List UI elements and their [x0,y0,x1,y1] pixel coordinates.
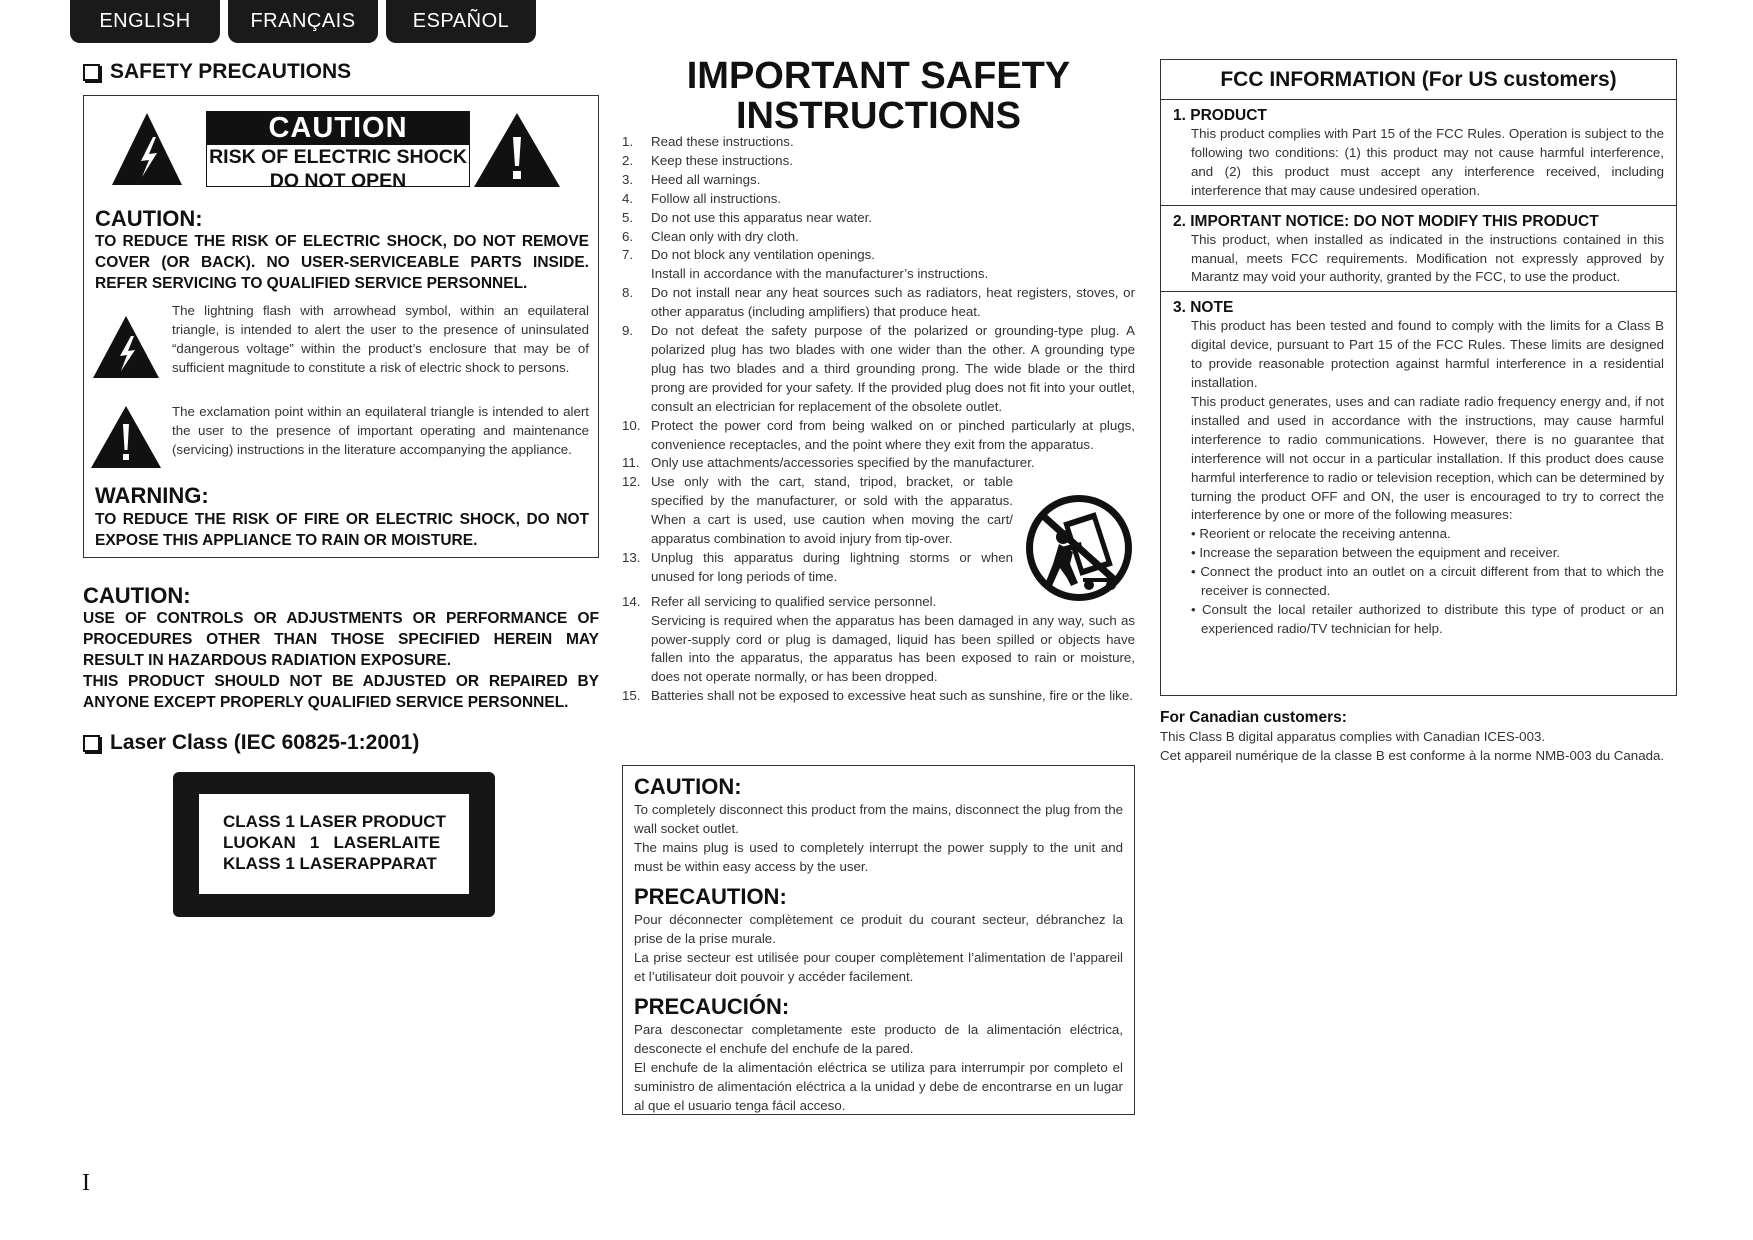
fcc-notice-text: This product, when installed as indicated in the instructions contained in this manual, meets FCC requirements. Modification not expressly approved by Marantz may void your authority, granted by the FCC, to use the product. [1191,231,1664,285]
list-number: 4. [622,190,634,206]
list-item [622,133,1135,152]
instructions-list [622,133,1135,706]
list-item [622,593,1135,688]
precaution-p2: La prise secteur est utilisée pour couper complètement l’alimentation de l’appareil et l’utilisateur doit pouvoir y accéder facilement. [634,950,1123,984]
exclamation-description: The exclamation point within an equilateral triangle is intended to alert the user to the presence of important operating and maintenance (servicing) instructions in the literature accompanying the appliance. [172,404,589,457]
list-number: 1. [622,134,634,149]
list-text: Do not use this apparatus near water. [651,209,873,225]
list-number: 10. [622,417,641,433]
list-item [622,171,1135,190]
list-item [622,284,1135,322]
page-number: I [82,1170,90,1196]
list-item [622,454,1135,473]
caution-label-title: CAUTION [207,112,469,145]
tab-espanol[interactable]: ESPAÑOL [386,0,536,43]
fcc-notice-title: 2. IMPORTANT NOTICE: DO NOT MODIFY THIS PRODUCT [1173,212,1599,230]
precaucion-title: PRECAUCIÓN: [634,994,790,1019]
list-text: Protect the power cord from being walked on or pinched particularly at plugs, convenience receptacles, and the point where they exit from the apparatus. [651,417,1135,452]
list-item [622,190,1135,209]
laser-label-inner [199,794,469,894]
mains-caution-p2: The mains plug is used to completely interrupt the power supply to the unit and must be within easy access by the user. [634,840,1123,874]
list-text: Clean only with dry cloth. [651,228,799,244]
language-tabs [70,0,536,43]
list-text: Keep these instructions. [651,152,793,168]
safety-precautions-box [83,95,599,558]
lightning-triangle-icon [91,314,161,380]
list-text: Batteries shall not be exposed to excessive heat such as sunshine, fire or the like. [651,688,1133,704]
precaution-title: PRECAUTION: [634,884,787,909]
mains-caution-box [622,765,1135,1115]
list-number: 6. [622,228,634,244]
fcc-note-p2: This product generates, uses and can radiate radio frequency energy and, if not installed and used in accordance with the instructions, may cause harmful interference to radio communications. However, there is no guarantee that interference will not occur in a particular installation. If this product does cause harmful interference to radio or television reception, which can be determined by turning the product OFF and ON, the user is encouraged to try to correct the interference by one or more of the following measures: [1191,393,1664,523]
laser-class-heading [83,731,419,755]
canadian-section [1160,709,1677,765]
checkbox-icon [83,735,100,752]
list-text: Only use attachments/accessories specified by the manufacturer. [651,455,1035,471]
caution-title: CAUTION: [95,206,203,231]
fcc-title: FCC INFORMATION (For US customers) [1220,67,1617,91]
caution-label-line2: DO NOT OPEN [269,170,407,192]
list-item [622,246,1135,284]
fcc-bullet: • Increase the separation between the equipment and receiver. [1191,545,1561,561]
list-item [622,152,1135,171]
list-text: Refer all servicing to qualified service personnel. [651,593,937,609]
list-text: Read these instructions. [651,134,794,149]
list-text: Do not block any ventilation openings. [651,247,875,263]
list-number: 14. [622,593,641,609]
laser-class-title: Laser Class (IEC 60825-1:2001) [110,731,420,754]
list-text: Unplug this apparatus during lightning storms or when unused for long periods of time. [651,549,1013,584]
laser-line-2: LUOKAN 1 LASERLAITE [223,833,441,852]
mains-caution-title: CAUTION: [634,774,742,799]
caution-label [206,111,470,192]
laser-label [173,772,495,917]
safety-precautions-title: SAFETY PRECAUTIONS [110,60,352,83]
checkbox-icon [83,64,100,81]
list-text: Follow all instructions. [651,190,782,206]
warning-title: WARNING: [95,483,209,508]
list-item [622,417,1135,455]
page-title [622,56,1135,136]
list-number: 12. [622,474,641,490]
caution-label-line1: RISK OF ELECTRIC SHOCK [209,146,467,168]
caution-text: TO REDUCE THE RISK OF ELECTRIC SHOCK, DO NOT REMOVE COVER (OR BACK). NO USER-SERVICEABLE PARTS INSIDE. REFER SERVICING TO QUALIFIED SERVICE PERSONNEL. [95,233,589,292]
fcc-bullet: • Consult the local retailer authorized to distribute this type of product or an experienced radio/TV technician for help. [1191,601,1664,636]
caution-radiation-title: CAUTION: [83,583,191,608]
laser-line-1: CLASS 1 LASER PRODUCT [223,812,446,831]
lightning-warning-icon [111,111,183,187]
list-number: 8. [622,285,634,301]
list-number: 13. [622,549,641,565]
list-text-continued: Install in accordance with the manufacturer’s instructions. [651,266,989,282]
canadian-title: For Canadian customers: [1160,709,1347,726]
lightning-description: The lightning flash with arrowhead symbol, within an equilateral triangle, is intended to alert the user to the presence of uninsulated “dangerous voltage” within the product’s enclosure that may be of sufficient magnitude to constitute a risk of electric shock to persons. [172,303,589,375]
laser-line-3: KLASS 1 LASERAPPARAT [223,854,437,873]
page-title-line1: IMPORTANT SAFETY [686,55,1071,97]
safety-precautions-heading [83,60,351,84]
list-number: 7. [622,247,634,263]
fcc-product-text: This product complies with Part 15 of the FCC Rules. Operation is subject to the following two conditions: (1) this product may not cause harmful interference, and (2) this product must accept any interference received, including interference that may cause undesired operation. [1191,126,1664,198]
list-item [622,228,1135,247]
exclamation-warning-icon [472,111,562,189]
list-text: Do not install near any heat sources such as radiators, heat registers, stoves, or other apparatus (including amplifiers) that produce heat. [651,285,1135,320]
list-number: 9. [622,323,634,339]
list-number: 5. [622,209,634,225]
fcc-notice-section [1161,205,1676,292]
list-text: Do not defeat the safety purpose of the polarized or grounding-type plug. A polarized plug has two blades with one wider than the other. A grounding type plug has two blades and a third grounding prong. The wide blade or the third prong are provided for your safety. If the provided plug does not fit into your outlet, consult an electrician for replacement of the obsolete outlet. [651,323,1135,414]
precaution-p1: Pour déconnecter complètement ce produit du courant secteur, débranchez la prise de la prise murale. [634,912,1123,946]
precaucion-p2: El enchufe de la alimentación eléctrica se utiliza para interrumpir por completo el suministro de alimentación eléctrica a la unidad y debe de encontrarse en un lugar al que el usuario tenga fácil acceso. [634,1060,1123,1113]
fcc-bullet: • Reorient or relocate the receiving antenna. [1191,526,1451,542]
caution-radiation-p1: USE OF CONTROLS OR ADJUSTMENTS OR PERFORMANCE OF PROCEDURES OTHER THAN THOSE SPECIFIED HEREIN MAY RESULT IN HAZARDOUS RADIATION EXPOSURE. [83,610,599,669]
page-title-line2: INSTRUCTIONS [736,95,1021,137]
list-text-continued: Servicing is required when the apparatus has been damaged in any way, such as power-supply cord or plug is damaged, liquid has been spilled or objects have fallen into the apparatus, the apparatus has been exposed to rain or moisture, does not operate normally, or has been dropped. [651,612,1135,685]
list-text: Use only with the cart, stand, tripod, bracket, or table specified by the manufacturer, or sold with the apparatus. When a cart is used, use caution when moving the cart/ apparatus combination to avoid injury from tip-over. [651,474,1013,547]
exclamation-triangle-icon [89,404,163,470]
list-number: 15. [622,688,641,704]
fcc-note-section [1161,291,1676,642]
list-text: Heed all warnings. [651,171,761,187]
fcc-note-p1: This product has been tested and found to comply with the limits for a Class B digital device, pursuant to Part 15 of the FCC Rules. These limits are designed to provide reasonable protection against harmful interference in a residential installation. [1191,318,1664,391]
canadian-p2: Cet appareil numérique de la classe B est conforme à la norme NMB-003 du Canada. [1160,748,1665,763]
precaucion-p1: Para desconectar completamente este producto de la alimentación eléctrica, desconecte el enchufe del enchufe de la pared. [634,1022,1123,1056]
list-item [622,209,1135,228]
warning-text: TO REDUCE THE RISK OF FIRE OR ELECTRIC SHOCK, DO NOT EXPOSE THIS APPLIANCE TO RAIN OR MOISTURE. [95,511,589,549]
tab-francais[interactable]: FRANÇAIS [228,0,378,43]
caution-radiation-p2: THIS PRODUCT SHOULD NOT BE ADJUSTED OR REPAIRED BY ANYONE EXCEPT PROPERLY QUALIFIED SERVICE PERSONNEL. [83,673,599,711]
fcc-bullet: • Connect the product into an outlet on a circuit different from that to which the receiver is connected. [1191,564,1664,599]
list-number: 3. [622,171,634,187]
list-number: 11. [622,455,640,471]
tab-english[interactable]: ENGLISH [70,0,220,43]
fcc-product-section [1161,99,1676,205]
fcc-product-title: 1. PRODUCT [1173,107,1267,124]
mains-caution-p1: To completely disconnect this product from the mains, disconnect the plug from the wall socket outlet. [634,802,1123,836]
list-number: 2. [622,152,634,168]
list-item [622,687,1135,706]
fcc-note-title: 3. NOTE [1173,299,1234,317]
cart-tipover-warning-icon [1023,492,1135,604]
fcc-info-box [1160,59,1677,696]
list-item [622,322,1135,417]
caution-radiation-text [83,608,599,713]
canadian-p1: This Class B digital apparatus complies with Canadian ICES-003. [1160,729,1546,744]
